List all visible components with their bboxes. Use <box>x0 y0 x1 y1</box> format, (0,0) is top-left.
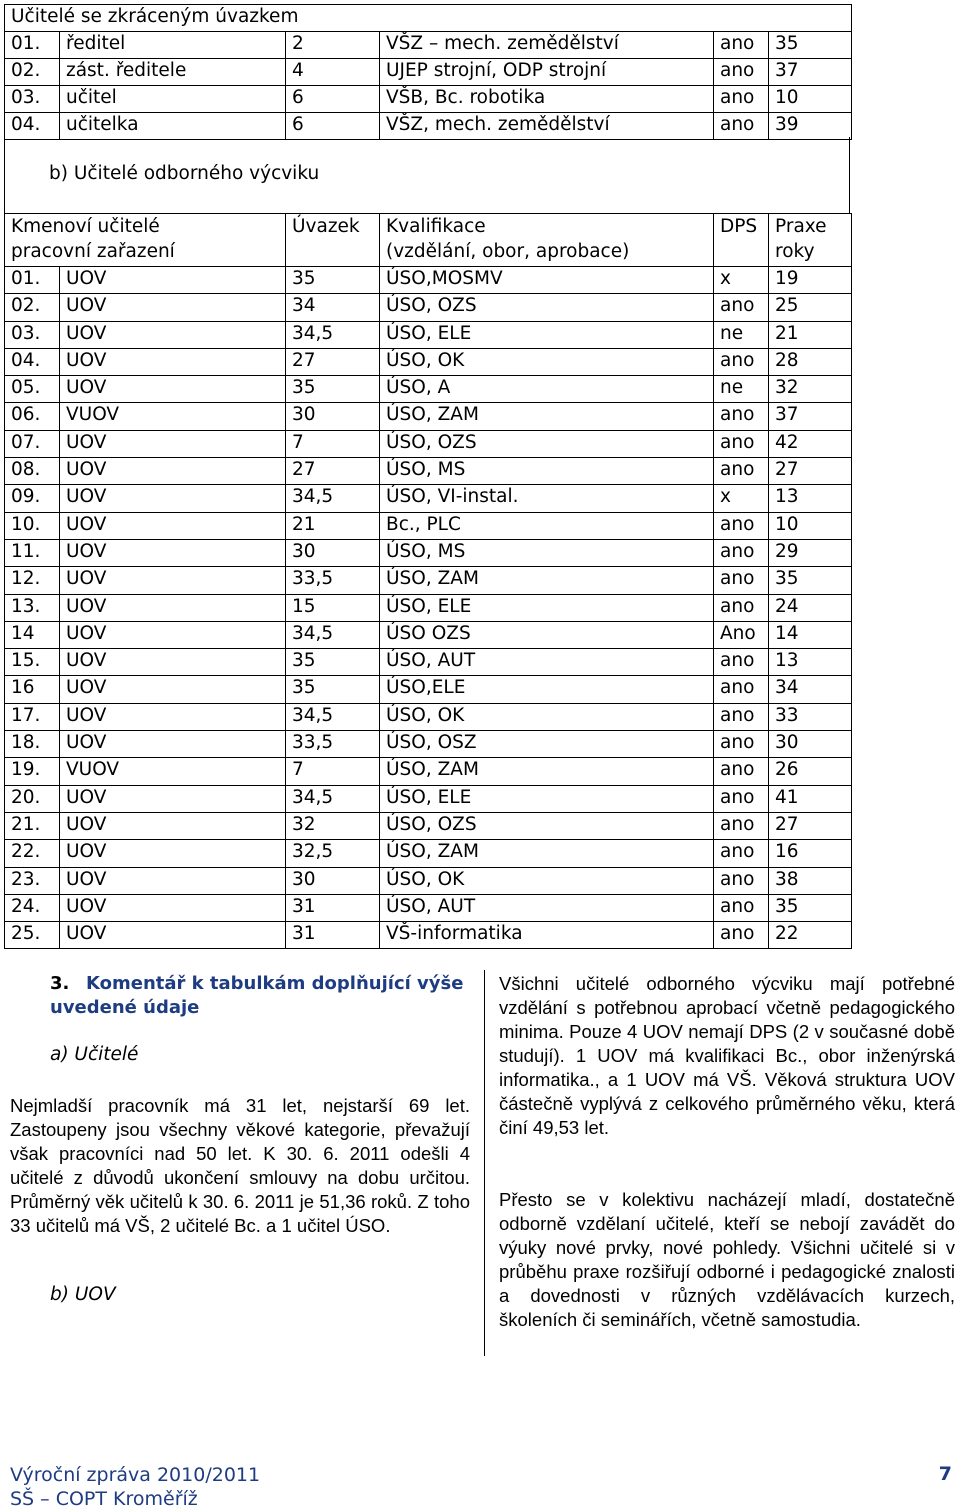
cell-position: UOV <box>60 267 286 294</box>
cell-index: 22. <box>5 840 60 867</box>
cell-workload: 31 <box>286 922 380 949</box>
cell-practice: 10 <box>769 86 852 113</box>
cell-practice: 37 <box>769 403 852 430</box>
cell-qualification: ÚSO, ZAM <box>380 758 714 785</box>
cell-position: UOV <box>60 567 286 594</box>
cell-qualification: ÚSO, MS <box>380 458 714 485</box>
cell-workload: 35 <box>286 649 380 676</box>
table-row <box>5 59 852 86</box>
cell-qualification: ÚSO OZS <box>380 621 714 648</box>
table-row <box>5 32 852 59</box>
cell-position: VUOV <box>60 758 286 785</box>
cell-dps: ano <box>714 430 769 457</box>
cell-qualification: ÚSO, OK <box>380 703 714 730</box>
header-practice <box>769 214 852 267</box>
cell-position: UOV <box>60 731 286 758</box>
header-teachers-line2: pracovní zařazení <box>11 241 175 262</box>
cell-dps: ano <box>714 86 769 113</box>
cell-qualification: ÚSO,MOSMV <box>380 267 714 294</box>
cell-workload: 30 <box>286 867 380 894</box>
cell-position: UOV <box>60 594 286 621</box>
cell-position: UOV <box>60 321 286 348</box>
cell-index: 03. <box>5 321 60 348</box>
cell-position: UOV <box>60 922 286 949</box>
cell-index: 10. <box>5 512 60 539</box>
section-b-title: b) Učitelé odborného výcviku <box>49 163 320 184</box>
cell-workload: 7 <box>286 430 380 457</box>
header-qualification-line1: Kvalifikace <box>386 216 486 237</box>
cell-qualification: ÚSO, ZAM <box>380 567 714 594</box>
cell-index: 08. <box>5 458 60 485</box>
cell-index: 20. <box>5 785 60 812</box>
table-row <box>5 267 852 294</box>
cell-dps: ano <box>714 703 769 730</box>
table-row <box>5 294 852 321</box>
table-row <box>5 567 852 594</box>
cell-qualification: ÚSO, A <box>380 376 714 403</box>
cell-dps: ano <box>714 594 769 621</box>
header-dps: DPS <box>714 214 769 267</box>
cell-qualification: ÚSO, AUT <box>380 894 714 921</box>
column-divider <box>484 970 485 1356</box>
footer <box>10 1463 260 1511</box>
header-teachers-line1: Kmenoví učitelé <box>11 216 160 237</box>
page-number: 7 <box>938 1463 952 1485</box>
cell-practice: 35 <box>769 567 852 594</box>
cell-qualification: ÚSO, ELE <box>380 785 714 812</box>
cell-workload: 34,5 <box>286 785 380 812</box>
cell-dps: ano <box>714 348 769 375</box>
table-row <box>5 86 852 113</box>
table-row <box>5 840 852 867</box>
table-row <box>5 649 852 676</box>
table-header-row <box>5 214 852 267</box>
cell-position: UOV <box>60 812 286 839</box>
cell-practice: 30 <box>769 731 852 758</box>
cell-index: 01. <box>5 267 60 294</box>
cell-position: UOV <box>60 294 286 321</box>
cell-dps: ano <box>714 894 769 921</box>
cell-workload: 35 <box>286 267 380 294</box>
table-row <box>5 539 852 566</box>
cell-index: 04. <box>5 113 60 140</box>
cell-index: 25. <box>5 922 60 949</box>
header-qualification <box>380 214 714 267</box>
cell-index: 15. <box>5 649 60 676</box>
cell-qualification: ÚSO, ELE <box>380 594 714 621</box>
cell-dps: ano <box>714 731 769 758</box>
cell-position: UOV <box>60 512 286 539</box>
cell-dps: ano <box>714 113 769 140</box>
cell-index: 04. <box>5 348 60 375</box>
table-title: Učitelé se zkráceným úvazkem <box>5 5 852 32</box>
cell-dps: ne <box>714 321 769 348</box>
cell-index: 23. <box>5 867 60 894</box>
cell-dps: ano <box>714 649 769 676</box>
header-teachers <box>5 214 286 267</box>
table-row <box>5 894 852 921</box>
comment-heading-text: Komentář k tabulkám doplňující výše uvedené údaje <box>50 973 464 1018</box>
cell-practice: 27 <box>769 812 852 839</box>
section-b-title-box <box>4 137 850 213</box>
cell-practice: 33 <box>769 703 852 730</box>
cell-practice: 27 <box>769 458 852 485</box>
cell-qualification: ÚSO, OK <box>380 348 714 375</box>
cell-workload: 32 <box>286 812 380 839</box>
cell-position: UOV <box>60 539 286 566</box>
cell-qualification: UJEP strojní, ODP strojní <box>380 59 714 86</box>
cell-workload: 27 <box>286 348 380 375</box>
table-row <box>5 785 852 812</box>
cell-position: učitel <box>60 86 286 113</box>
cell-workload: 15 <box>286 594 380 621</box>
cell-workload: 34,5 <box>286 703 380 730</box>
cell-qualification: VŠB, Bc. robotika <box>380 86 714 113</box>
header-practice-line2: roky <box>775 241 815 262</box>
cell-position: UOV <box>60 621 286 648</box>
cell-qualification: ÚSO, OZS <box>380 430 714 457</box>
cell-workload: 33,5 <box>286 731 380 758</box>
cell-qualification: VŠ-informatika <box>380 922 714 949</box>
cell-position: VUOV <box>60 403 286 430</box>
cell-dps: x <box>714 485 769 512</box>
cell-practice: 16 <box>769 840 852 867</box>
cell-index: 24. <box>5 894 60 921</box>
cell-dps: ano <box>714 59 769 86</box>
uov-paragraph-2: Přesto se v kolektivu nacházejí mladí, dostatečně odborně vzdělaní učitelé, kteří se nebojí zavádět do výuky nové prvky, nové pohledy. Všichni učitelé si v průběhu praxe rozšiřují odborné i pedagogické znalosti a dovednosti v různých vzdělávacích kurzech, školeních či seminářích, včetně samostudia. <box>499 1189 955 1330</box>
cell-qualification: ÚSO, OZS <box>380 294 714 321</box>
cell-qualification: ÚSO, AUT <box>380 649 714 676</box>
table-row <box>5 731 852 758</box>
table-row <box>5 594 852 621</box>
cell-position: UOV <box>60 785 286 812</box>
table-row <box>5 430 852 457</box>
cell-practice: 14 <box>769 621 852 648</box>
cell-practice: 42 <box>769 430 852 457</box>
cell-qualification: ÚSO,ELE <box>380 676 714 703</box>
uov-paragraph-1: Všichni učitelé odborného výcviku mají potřebné vzdělání s potřebnou aprobací včetně pedagogického minima. Pouze 4 UOV nemají DPS (2 v současné době studují). 1 UOV má kvalifikaci Bc., obor inženýrská informatika., a 1 UOV má VŠ. Věková struktura UOV částečně vyplývá z celkového průměrného věku, která činí 49,53 let. <box>499 973 955 1138</box>
cell-dps: ano <box>714 294 769 321</box>
cell-index: 17. <box>5 703 60 730</box>
cell-dps: ano <box>714 32 769 59</box>
cell-position: UOV <box>60 703 286 730</box>
cell-index: 12. <box>5 567 60 594</box>
cell-qualification: ÚSO, ZAM <box>380 840 714 867</box>
cell-practice: 35 <box>769 32 852 59</box>
cell-practice: 24 <box>769 594 852 621</box>
cell-qualification: ÚSO, OSZ <box>380 731 714 758</box>
comment-heading <box>50 972 470 1020</box>
cell-practice: 13 <box>769 649 852 676</box>
cell-workload: 6 <box>286 113 380 140</box>
cell-practice: 38 <box>769 867 852 894</box>
cell-qualification: VŠZ, mech. zemědělství <box>380 113 714 140</box>
cell-index: 13. <box>5 594 60 621</box>
cell-practice: 35 <box>769 894 852 921</box>
comment-number: 3. <box>50 973 70 994</box>
cell-dps: ne <box>714 376 769 403</box>
cell-position: UOV <box>60 485 286 512</box>
table-title-row <box>5 5 852 32</box>
cell-position: UOV <box>60 867 286 894</box>
cell-practice: 34 <box>769 676 852 703</box>
cell-dps: ano <box>714 922 769 949</box>
cell-qualification: ÚSO, OZS <box>380 812 714 839</box>
cell-index: 19. <box>5 758 60 785</box>
footer-report-title: Výroční zpráva 2010/2011 <box>10 1464 261 1486</box>
cell-dps: x <box>714 267 769 294</box>
cell-qualification: Bc., PLC <box>380 512 714 539</box>
cell-index: 02. <box>5 59 60 86</box>
cell-index: 09. <box>5 485 60 512</box>
cell-dps: ano <box>714 458 769 485</box>
cell-practice: 19 <box>769 267 852 294</box>
cell-workload: 2 <box>286 32 380 59</box>
table-row <box>5 113 852 140</box>
cell-practice: 13 <box>769 485 852 512</box>
cell-index: 06. <box>5 403 60 430</box>
cell-workload: 34,5 <box>286 485 380 512</box>
cell-index: 11. <box>5 539 60 566</box>
cell-workload: 31 <box>286 894 380 921</box>
cell-index: 02. <box>5 294 60 321</box>
cell-workload: 35 <box>286 676 380 703</box>
header-qualification-line2: (vzdělání, obor, aprobace) <box>386 241 630 262</box>
cell-practice: 39 <box>769 113 852 140</box>
table-row <box>5 321 852 348</box>
cell-index: 03. <box>5 86 60 113</box>
cell-workload: 7 <box>286 758 380 785</box>
subheading-uov: b) UOV <box>50 1284 116 1305</box>
cell-dps: ano <box>714 512 769 539</box>
cell-index: 14 <box>5 621 60 648</box>
cell-index: 16 <box>5 676 60 703</box>
cell-practice: 22 <box>769 922 852 949</box>
cell-workload: 30 <box>286 539 380 566</box>
reduced-workload-teachers-table <box>4 4 852 140</box>
cell-dps: ano <box>714 539 769 566</box>
table-row <box>5 512 852 539</box>
table-row <box>5 812 852 839</box>
cell-position: UOV <box>60 840 286 867</box>
cell-position: UOV <box>60 458 286 485</box>
cell-qualification: ÚSO, VI-instal. <box>380 485 714 512</box>
cell-position: UOV <box>60 649 286 676</box>
cell-dps: Ano <box>714 621 769 648</box>
table-row <box>5 403 852 430</box>
cell-practice: 10 <box>769 512 852 539</box>
cell-index: 01. <box>5 32 60 59</box>
cell-position: UOV <box>60 894 286 921</box>
cell-dps: ano <box>714 758 769 785</box>
cell-position: učitelka <box>60 113 286 140</box>
header-workload: Úvazek <box>286 214 380 267</box>
cell-position: zást. ředitele <box>60 59 286 86</box>
cell-workload: 21 <box>286 512 380 539</box>
cell-dps: ano <box>714 867 769 894</box>
cell-workload: 34,5 <box>286 621 380 648</box>
cell-qualification: ÚSO, ELE <box>380 321 714 348</box>
cell-dps: ano <box>714 676 769 703</box>
cell-position: UOV <box>60 676 286 703</box>
cell-dps: ano <box>714 840 769 867</box>
table-row <box>5 703 852 730</box>
cell-workload: 27 <box>286 458 380 485</box>
cell-position: ředitel <box>60 32 286 59</box>
cell-qualification: ÚSO, OK <box>380 867 714 894</box>
cell-qualification: ÚSO, MS <box>380 539 714 566</box>
cell-position: UOV <box>60 376 286 403</box>
cell-position: UOV <box>60 430 286 457</box>
cell-workload: 32,5 <box>286 840 380 867</box>
cell-index: 21. <box>5 812 60 839</box>
cell-practice: 26 <box>769 758 852 785</box>
cell-practice: 28 <box>769 348 852 375</box>
cell-workload: 35 <box>286 376 380 403</box>
cell-index: 18. <box>5 731 60 758</box>
cell-practice: 32 <box>769 376 852 403</box>
cell-position: UOV <box>60 348 286 375</box>
cell-index: 07. <box>5 430 60 457</box>
cell-qualification: ÚSO, ZAM <box>380 403 714 430</box>
cell-dps: ano <box>714 812 769 839</box>
cell-workload: 34 <box>286 294 380 321</box>
table-row <box>5 485 852 512</box>
cell-practice: 25 <box>769 294 852 321</box>
cell-qualification: VŠZ – mech. zemědělství <box>380 32 714 59</box>
vocational-teachers-table <box>4 213 852 949</box>
cell-workload: 33,5 <box>286 567 380 594</box>
cell-workload: 6 <box>286 86 380 113</box>
subheading-teachers: a) Učitelé <box>50 1044 139 1065</box>
cell-workload: 30 <box>286 403 380 430</box>
table-row <box>5 348 852 375</box>
header-practice-line1: Praxe <box>775 216 827 237</box>
cell-index: 05. <box>5 376 60 403</box>
cell-practice: 37 <box>769 59 852 86</box>
cell-dps: ano <box>714 785 769 812</box>
cell-workload: 34,5 <box>286 321 380 348</box>
cell-practice: 41 <box>769 785 852 812</box>
table-row <box>5 922 852 949</box>
table-row <box>5 621 852 648</box>
cell-dps: ano <box>714 403 769 430</box>
cell-workload: 4 <box>286 59 380 86</box>
cell-practice: 29 <box>769 539 852 566</box>
footer-school-name: SŠ – COPT Kroměříž <box>10 1488 198 1510</box>
table-row <box>5 376 852 403</box>
table-row <box>5 758 852 785</box>
table-row <box>5 676 852 703</box>
cell-dps: ano <box>714 567 769 594</box>
cell-practice: 21 <box>769 321 852 348</box>
table-row <box>5 867 852 894</box>
table-row <box>5 458 852 485</box>
teachers-paragraph: Nejmladší pracovník má 31 let, nejstarší 69 let. Zastoupeny jsou všechny věkové kategorie, převažují však pracovníci nad 50 let. K 30. 6. 2011 odešli 4 učitelé z důvodů ukončení smlouvy na dobu určitou. Průměrný věk učitelů k 30. 6. 2011 je 51,36 roků. Z toho 33 učitelů má VŠ, 2 učitelé Bc. a 1 učitel ÚSO. <box>10 1095 470 1236</box>
